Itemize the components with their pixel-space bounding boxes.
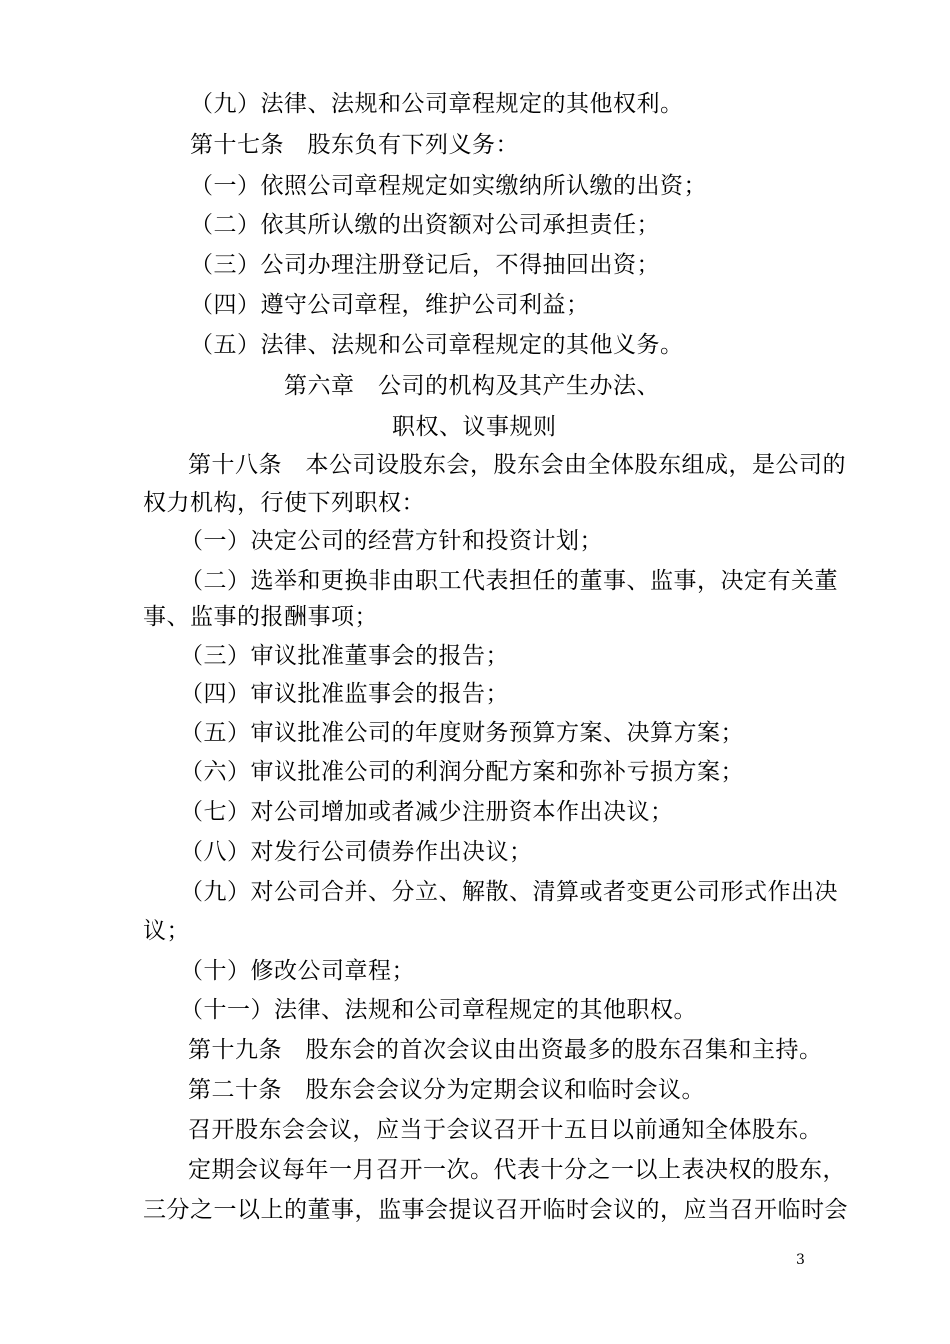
article-heading: 第十七条 股东负有下列义务： xyxy=(190,132,519,158)
list-item: （四）遵守公司章程，维护公司利益； xyxy=(190,292,590,318)
list-item: （五）审议批准公司的年度财务预算方案、决算方案； xyxy=(180,720,744,746)
list-item: （二）依其所认缴的出资额对公司承担责任； xyxy=(190,212,660,238)
text-line: 定期会议每年一月召开一次。代表十分之一以上表决权的股东， xyxy=(188,1157,846,1183)
list-item: （一）依照公司章程规定如实缴纳所认缴的出资； xyxy=(190,173,707,199)
text-line: 召开股东会会议，应当于会议召开十五日以前通知全体股东。 xyxy=(188,1117,823,1143)
list-item: （二）选举和更换非由职工代表担任的董事、监事，决定有关董 xyxy=(180,568,838,594)
article-heading: 第十九条 股东会的首次会议由出资最多的股东召集和主持。 xyxy=(188,1037,823,1063)
text-line: 议； xyxy=(143,918,190,944)
text-line: （九）法律、法规和公司章程规定的其他权利。 xyxy=(190,91,684,117)
list-item: （一）决定公司的经营方针和投资计划； xyxy=(180,528,603,554)
list-item: （七）对公司增加或者减少注册资本作出决议； xyxy=(180,799,674,825)
list-item: （三）审议批准董事会的报告； xyxy=(180,643,509,669)
chapter-title-continued: 职权、议事规则 xyxy=(392,414,557,440)
list-item: （九）对公司合并、分立、解散、清算或者变更公司形式作出决 xyxy=(180,879,838,905)
list-item: （四）审议批准监事会的报告； xyxy=(180,681,509,707)
list-item: （六）审议批准公司的利润分配方案和弥补亏损方案； xyxy=(180,759,744,785)
article-heading: 第二十条 股东会会议分为定期会议和临时会议。 xyxy=(188,1077,705,1103)
list-item: （五）法律、法规和公司章程规定的其他义务。 xyxy=(190,332,684,358)
text-line: 权力机构，行使下列职权： xyxy=(143,490,425,516)
chapter-title: 第六章 公司的机构及其产生办法、 xyxy=(284,373,660,399)
list-item: （八）对发行公司债券作出决议； xyxy=(180,839,533,865)
list-item: （三）公司办理注册登记后，不得抽回出资； xyxy=(190,252,660,278)
page-number: 3 xyxy=(796,1252,805,1268)
list-item: （十一）法律、法规和公司章程规定的其他职权。 xyxy=(180,997,697,1023)
article-heading: 第十八条 本公司设股东会，股东会由全体股东组成，是公司的 xyxy=(188,452,846,478)
list-item: （十）修改公司章程； xyxy=(180,958,415,984)
text-line: 三分之一以上的董事，监事会提议召开临时会议的，应当召开临时会 xyxy=(143,1197,848,1223)
text-line: 事、监事的报酬事项； xyxy=(143,604,378,630)
